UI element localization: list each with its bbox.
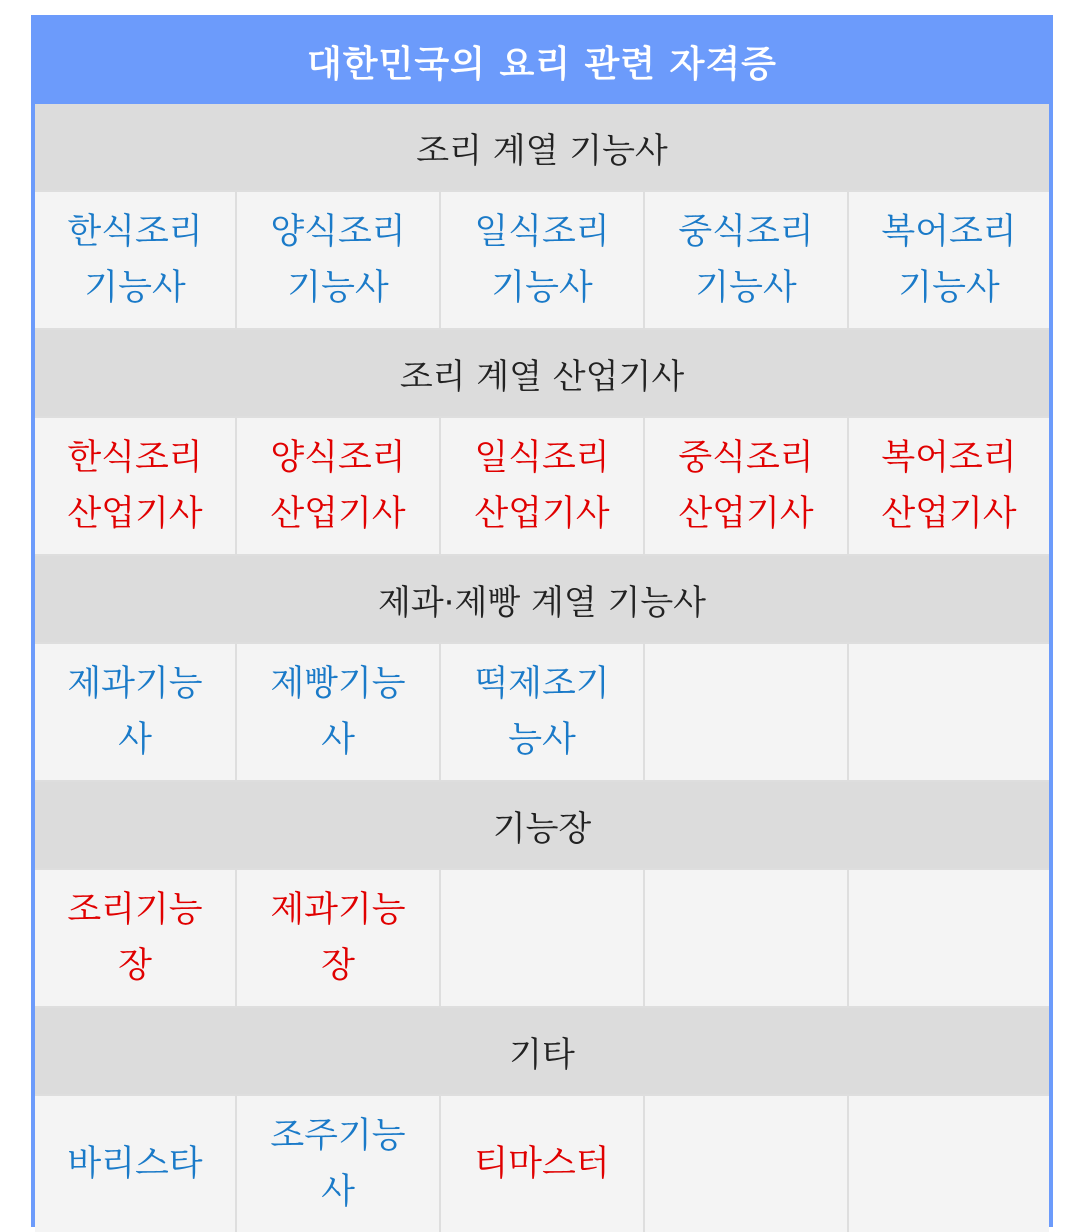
table-cell [645, 418, 847, 554]
table-cell [237, 1096, 439, 1232]
cert-link[interactable]: 복어조리산업기사 [881, 438, 1017, 534]
empty-cell [645, 870, 847, 1006]
table-cell [849, 418, 1049, 554]
table-cell [441, 418, 643, 554]
certification-table [31, 15, 1053, 1227]
table-cell [237, 644, 439, 780]
table-title: 대한민국의 요리 관련 자격증 [35, 19, 1049, 104]
table-cell [441, 644, 643, 780]
cert-link[interactable]: 일식조리산업기사 [474, 438, 610, 534]
empty-cell [849, 1096, 1049, 1232]
table-cell [849, 192, 1049, 328]
table-cell [237, 192, 439, 328]
cert-link[interactable]: 제과기능장 [270, 890, 406, 986]
cert-link[interactable]: 중식조리기능사 [678, 212, 814, 308]
empty-cell [849, 644, 1049, 780]
table-cell [237, 870, 439, 1006]
cert-link[interactable]: 복어조리기능사 [881, 212, 1017, 308]
empty-cell [645, 1096, 847, 1232]
empty-cell [849, 870, 1049, 1006]
cert-link[interactable]: 조주기능사 [270, 1116, 406, 1212]
empty-cell [645, 644, 847, 780]
cert-link[interactable]: 양식조리산업기사 [270, 438, 406, 534]
cert-link[interactable]: 바리스타 [67, 1144, 203, 1184]
table-cell [35, 1096, 235, 1232]
cert-link[interactable]: 제과기능사 [67, 664, 203, 760]
cert-link[interactable]: 중식조리산업기사 [678, 438, 814, 534]
cert-link[interactable]: 조리기능장 [67, 890, 203, 986]
table-cell [35, 418, 235, 554]
table-cell [441, 192, 643, 328]
cert-link[interactable]: 티마스터 [474, 1144, 610, 1184]
empty-cell [441, 870, 643, 1006]
table-cell [645, 192, 847, 328]
cert-link[interactable]: 한식조리기능사 [67, 212, 203, 308]
table-cell [441, 1096, 643, 1232]
section-heading: 조리 계열 산업기사 [35, 330, 1049, 416]
cert-link[interactable]: 제빵기능사 [270, 664, 406, 760]
table-cell [35, 644, 235, 780]
cert-link[interactable]: 일식조리기능사 [474, 212, 610, 308]
section-heading: 기타 [35, 1008, 1049, 1094]
table-grid [35, 104, 1049, 1232]
section-heading: 조리 계열 기능사 [35, 104, 1049, 190]
table-cell [35, 192, 235, 328]
section-heading: 제과·제빵 계열 기능사 [35, 556, 1049, 642]
cert-link[interactable]: 한식조리산업기사 [67, 438, 203, 534]
cert-link[interactable]: 양식조리기능사 [270, 212, 406, 308]
section-heading: 기능장 [35, 782, 1049, 868]
table-cell [35, 870, 235, 1006]
table-cell [237, 418, 439, 554]
cert-link[interactable]: 떡제조기능사 [474, 664, 610, 760]
